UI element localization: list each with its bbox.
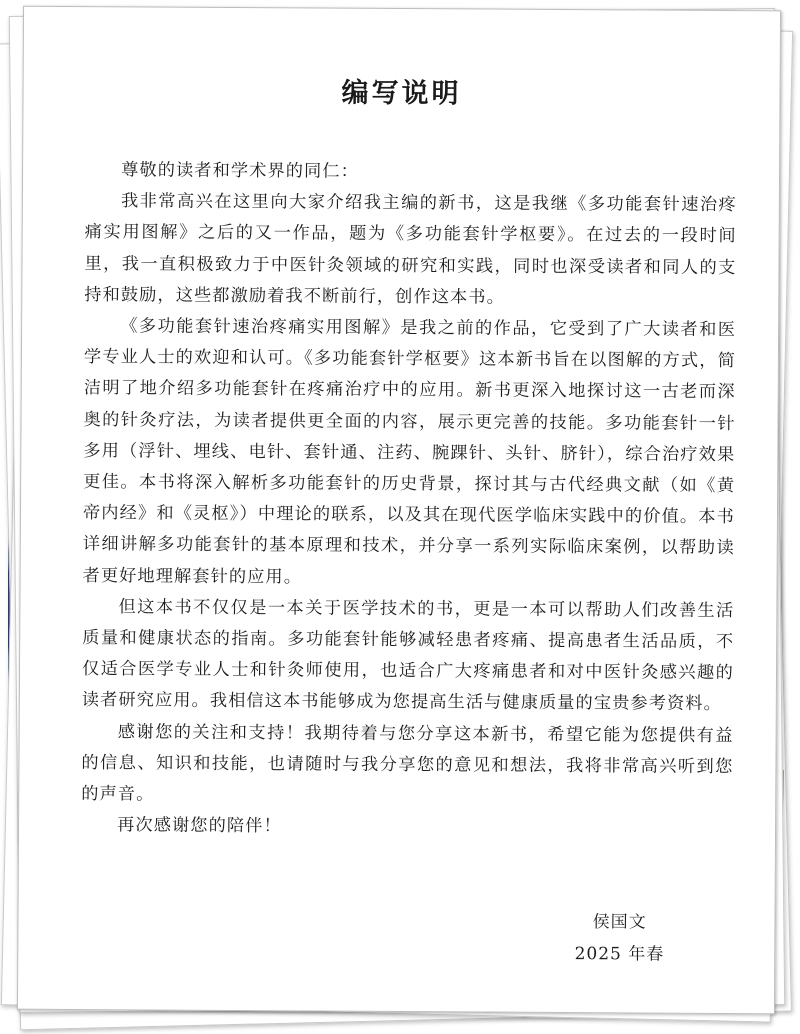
paragraph-closing: 再次感谢您的陪伴！ bbox=[117, 815, 282, 837]
author-name: 侯国文 bbox=[592, 912, 647, 933]
signature-block bbox=[575, 906, 665, 971]
document-page bbox=[17, 6, 781, 1015]
paragraph-intro: 我非常高兴在这里向大家介绍我主编的新书，这是我继《多功能套针速治疼痛实用图解》之后的又一作品，题为《多功能套针学枢要》。在过去的一段时间里，我一直积极致力于中医针灸领域的研究和实践，同时也深受读者和同人的支持和鼓励，这些都激励着我不断前行，创作这本书。 bbox=[84, 191, 737, 308]
paragraph-thanks: 感谢您的关注和支持！我期待着与您分享这本新书，希望它能为您提供有益的信息、知识和技能，也请随时与我分享您的意见和想法，我将非常高兴听到您的声音。 bbox=[81, 721, 734, 805]
document-body bbox=[81, 155, 737, 845]
signature-date: 2025 年春 bbox=[574, 944, 665, 965]
paragraph-previous-work: 《多功能套针速治疼痛实用图解》是我之前的作品，它受到了广大读者和医学专业人士的欢迎和认可。《多功能套针学枢要》这本新书旨在以图解的方式，简洁明了地介绍多功能套针在疼痛治疗中的应用。新书更深入地探讨这一古老而深奥的针灸疗法，为读者提供更全面的内容，展示更完善的技能。多功能套针一针多用（浮针、埋线、电针、套针通、注药、腕踝针、头针、脐针），综合治疗效果更佳。本书将深入解析多功能套针的历史背景，探讨其与古代经典文献（如《黄帝内经》和《灵枢》）中理论的联系，以及其在现代医学临床实践中的价值。本书详细讲解多功能套针的基本原理和技术，并分享一系列实际临床案例，以帮助读者更好地理解套针的应用。 bbox=[82, 316, 737, 588]
greeting: 尊敬的读者和学术界的同仁： bbox=[121, 160, 359, 182]
paragraph-guide: 但这本书不仅仅是一本关于医学技术的书，更是一本可以帮助人们改善生活质量和健康状态的指南。多功能套针能够减轻患者疼痛、提高患者生活品质，不仅适合医学专业人士和针灸师使用，也适合广大疼痛患者和对中医针灸感兴趣的读者研究应用。我相信这本书能够成为您提高生活与健康质量的宝贵参考资料。 bbox=[81, 597, 735, 715]
page-title: 编写说明 bbox=[341, 77, 462, 110]
